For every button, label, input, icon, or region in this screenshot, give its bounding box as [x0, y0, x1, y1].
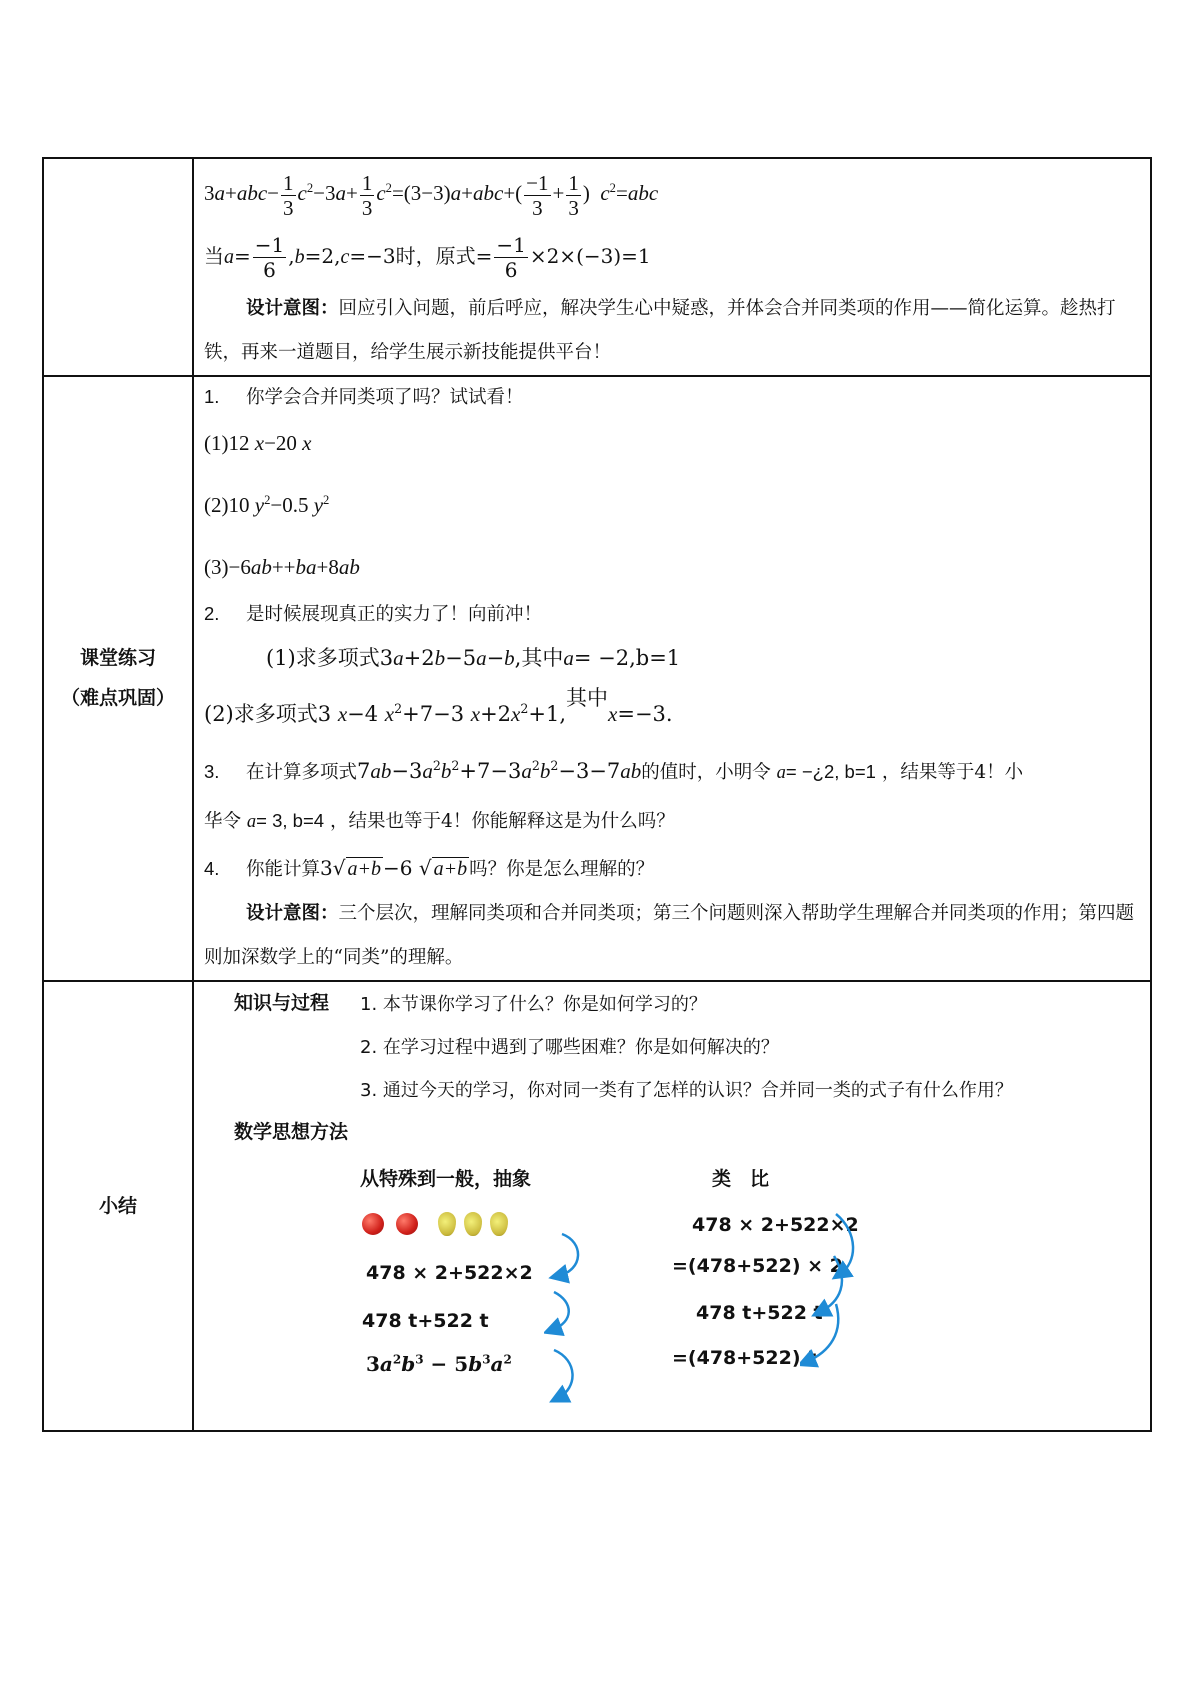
question-3: 3. 在计算多项式$7ab-3a^2b^2+7-3a^2b^2-3-7ab$的值时，小明令 a= −¿2, b=1 ，结果等于4！小 华令 a= 3, b=4 ，结果也等于4！你能解释这是为什么吗？ — [204, 757, 1024, 832]
left-expr-1: 478 × 2+522×2 — [366, 1261, 533, 1284]
left-expr-2: 478 t+522 t — [362, 1309, 489, 1332]
right-expr-3: 478 t+522 t — [696, 1301, 823, 1324]
left-method-title: 从特殊到一般，抽象 — [360, 1167, 532, 1190]
row3-label-cell — [43, 981, 193, 1431]
practice-label: 课堂练习 — [79, 647, 156, 670]
row-summary — [43, 981, 1151, 1431]
design-intent-2: 设计意图：三个层次，理解同类项和合并同类项；第三个问题则深入帮助学生理解合并同类项的作用；第四题则加深数学上的“同类”的理解。 — [204, 902, 1135, 968]
math-method-label: 数学思想方法 — [234, 1120, 349, 1143]
left-expr-3: $3a^2b^3 - 5b^3a^2$ — [366, 1351, 512, 1376]
row1-label-cell — [43, 158, 193, 376]
knowledge-item-1: 1. 本节课你学习了什么？你是如何学习的？ — [360, 993, 707, 1015]
question-1-2: (2)10 $y^2-0.5$ $y^2$ — [204, 492, 330, 517]
right-curved-arrows — [800, 1202, 870, 1402]
right-method-title: 类 比 — [712, 1167, 770, 1190]
right-expr-4: =(478+522) t — [672, 1346, 817, 1369]
knowledge-label: 知识与过程 — [234, 991, 330, 1014]
equation-substitute: 当a= $\frac{-1}{6}$ ,b=2,c=−3时，原式= $\frac{-1}{6}$ ×2×(−3)=1 — [204, 232, 651, 282]
design-intent-label: 设计意图： — [246, 297, 339, 319]
question-1-1: (1)12 x−20 x — [204, 430, 312, 455]
design-intent-1: 设计意图：回应引入问题，前后呼应，解决学生心中疑惑，并体会合并同类项的作用——简化运算。趁热打铁，再来一道题目，给学生展示新技能提供平台！ — [204, 297, 1116, 363]
right-expr-2: =(478+522) × 2 — [672, 1254, 843, 1277]
pear-icon — [490, 1212, 508, 1236]
right-expr-1: 478 × 2+522×2 — [692, 1213, 859, 1236]
lesson-table — [42, 157, 1152, 1432]
knowledge-item-3: 3. 通过今天的学习，你对同一类有了怎样的认识？合并同一类的式子有什么作用？ — [360, 1079, 1013, 1101]
left-curved-arrows — [544, 1222, 604, 1422]
row1-content — [193, 158, 1151, 376]
pear-icon — [438, 1212, 456, 1236]
question-4: 4. 你能计算3√ a+b −6 √ a+b 吗？你是怎么理解的？ — [204, 855, 655, 880]
summary-label: 小结 — [98, 1194, 137, 1217]
row-practice — [43, 376, 1151, 981]
equation-simplify: 3a+abc− $\frac{1}{3}$ $c^2-3a+$ $\frac{1}{3}$ $c^2=(3-3)a+abc+$( $\frac{-1}{3}$ + $\frac{1}{3}$ ) $c^2=abc$ — [204, 170, 659, 220]
row-derivation — [43, 158, 1151, 376]
question-2-1: (1)求多项式3a+2b−5a−b,其中a= −2,b=1 — [266, 645, 681, 670]
question-2-2: (2)求多项式3 x−4 $x^2+7-3$ $x+2x^2+1$,其中x=−3. — [204, 685, 673, 726]
practice-sublabel: （难点巩固） — [60, 687, 175, 710]
question-2: 2. 是时候展现真正的实力了！向前冲！ — [204, 602, 543, 625]
pear-icon — [464, 1212, 482, 1236]
knowledge-item-2: 2. 在学习过程中遇到了哪些困难？你是如何解决的？ — [360, 1036, 779, 1058]
apple-icon — [396, 1213, 418, 1235]
design-intent-label: 设计意图： — [246, 902, 339, 924]
row3-content — [193, 981, 1151, 1431]
question-1: 1. 你学会合并同类项了吗？试试看！ — [204, 385, 524, 408]
row2-content — [193, 376, 1151, 981]
fruit-row — [362, 1212, 520, 1236]
row2-label-cell — [43, 376, 193, 981]
question-1-3: (3)−6ab++ba+8ab — [204, 554, 360, 579]
apple-icon — [362, 1213, 384, 1235]
